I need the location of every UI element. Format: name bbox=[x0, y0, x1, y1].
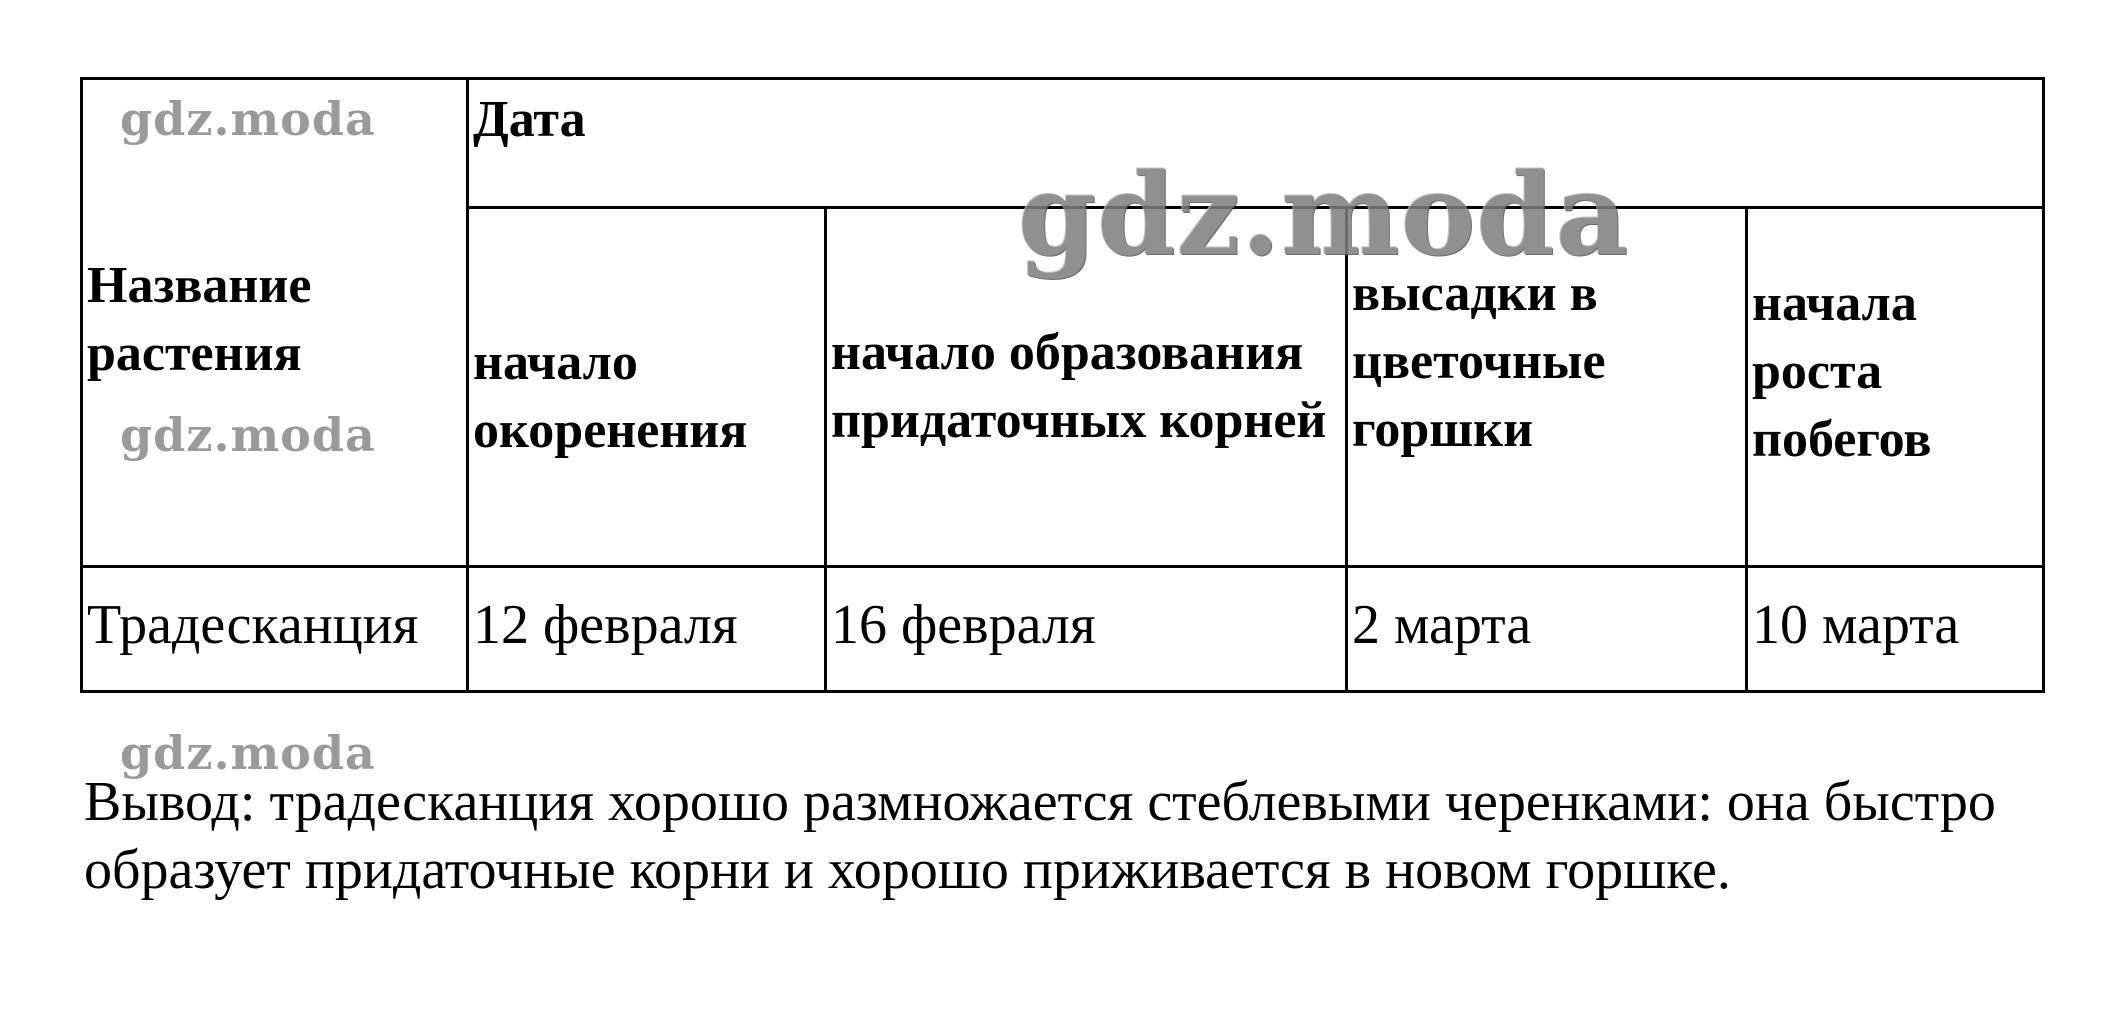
column-header-text: высадки в цветочные горшки bbox=[1352, 265, 1606, 458]
plant-name-header-text: Название растения bbox=[87, 256, 312, 382]
table-row bbox=[82, 567, 2044, 692]
column-header-rooting-start bbox=[468, 208, 826, 567]
date-cell-shoot-growth bbox=[1747, 567, 2044, 692]
date-header-text: Дата bbox=[473, 91, 586, 148]
date-value: 16 февраля bbox=[831, 594, 1096, 656]
plant-name-cell bbox=[82, 567, 468, 692]
conclusion-paragraph: Вывод: традесканция хорошо размножается стеблевыми черенками: она быстро образует придаточные корни и хорошо приживается в новом горшке. bbox=[84, 771, 1996, 901]
column-header-text: начала роста побегов bbox=[1752, 275, 1932, 468]
watermark-logo: gdz.moda bbox=[120, 92, 376, 146]
results-table bbox=[80, 77, 2045, 693]
date-cell-rooting-start bbox=[468, 567, 826, 692]
watermark-logo-large: gdz.moda bbox=[1018, 150, 1630, 281]
watermark-logo: gdz.moda bbox=[120, 726, 376, 780]
date-cell-adventitious-roots bbox=[826, 567, 1347, 692]
column-header-potting bbox=[1347, 208, 1747, 567]
date-value: 2 марта bbox=[1352, 594, 1532, 656]
plant-name-text: Традесканция bbox=[87, 594, 419, 656]
watermark-logo: gdz.moda bbox=[120, 408, 376, 462]
date-value: 12 февраля bbox=[473, 594, 738, 656]
column-header-text: начало образования придаточных корней bbox=[831, 324, 1327, 449]
date-header bbox=[468, 79, 2044, 208]
column-header-adventitious-roots bbox=[826, 208, 1347, 567]
plant-name-header bbox=[82, 79, 468, 567]
date-value: 10 марта bbox=[1752, 594, 1960, 656]
column-header-shoot-growth bbox=[1747, 208, 2044, 567]
date-cell-potting bbox=[1347, 567, 1747, 692]
column-header-text: начало окоренения bbox=[473, 334, 748, 459]
